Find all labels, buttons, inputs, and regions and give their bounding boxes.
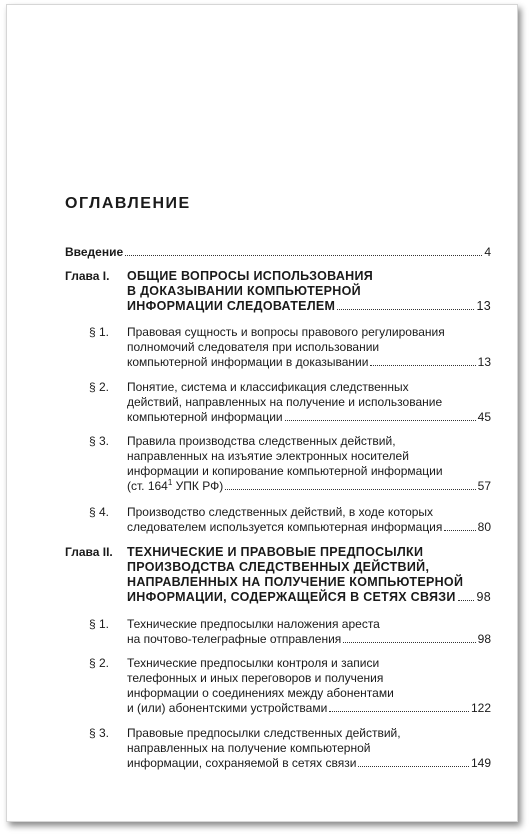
section-title-line: и (или) абонентскими устройствами	[127, 701, 328, 715]
section-title-line: Правовая сущность и вопросы правового регулирования	[127, 325, 445, 339]
toc-chapter-1[interactable]	[65, 269, 491, 314]
section-title-line: информации и копирование компьютерной информации	[127, 464, 443, 478]
toc-entry-intro[interactable]	[65, 245, 491, 260]
page-number: 122	[470, 701, 491, 715]
section-label: § 2.	[89, 656, 110, 670]
leader-dots	[225, 489, 475, 490]
section-title-line: информации, сохраняемой в сетях связи	[127, 756, 357, 770]
leader-dots	[370, 365, 475, 366]
page-number: 13	[477, 355, 491, 369]
page-number: 57	[477, 479, 491, 493]
toc-section-1-2[interactable]	[65, 380, 491, 425]
chapter-title-line: ОБЩИЕ ВОПРОСЫ ИСПОЛЬЗОВАНИЯ	[127, 269, 374, 283]
chapter-title-line: ИНФОРМАЦИИ, СОДЕРЖАЩЕЙСЯ В СЕТЯХ СВЯЗИ	[127, 590, 456, 604]
leader-dots	[343, 642, 475, 643]
page-number: 80	[477, 520, 491, 534]
page-number: 149	[470, 756, 491, 770]
book-page	[6, 4, 518, 822]
section-title-line: направленных на получение компьютерной	[127, 741, 371, 755]
superscript: 1	[167, 478, 173, 487]
section-title-line: Правила производства следственных действий,	[127, 434, 396, 448]
section-title-line: Понятие, система и классификация следственных	[127, 380, 409, 394]
section-title-line: телефонных и иных переговоров и получения	[127, 671, 384, 685]
section-title-line: информации о соединениях между абонентами	[127, 686, 394, 700]
toc-section-2-2[interactable]	[65, 656, 491, 716]
toc-section-1-3[interactable]	[65, 434, 491, 494]
chapter-title-line: ИНФОРМАЦИИ СЛЕДОВАТЕЛЕМ	[127, 299, 336, 313]
toc-section-1-4[interactable]	[65, 505, 491, 535]
section-title-line: компьютерной информации в доказывании	[127, 355, 369, 369]
section-title-line: действий, направленных на получение и использование	[127, 395, 443, 409]
leader-dots	[337, 309, 474, 310]
section-title-line: Технические предпосылки контроля и записи	[127, 656, 380, 670]
section-label: § 1.	[89, 617, 110, 631]
section-label: § 1.	[89, 325, 110, 339]
section-label: § 3.	[89, 434, 110, 448]
toc-title: ОГЛАВЛЕНИЕ	[65, 195, 191, 212]
toc-section-2-1[interactable]	[65, 617, 491, 647]
toc-section-1-1[interactable]	[65, 325, 491, 370]
section-title-line: (ст. $164^1$ УПК РФ)	[127, 478, 224, 493]
chapter-label: Глава II.	[65, 545, 113, 559]
section-title-line: полномочий следователя при использовании	[127, 340, 380, 354]
leader-dots	[125, 255, 482, 256]
section-label: § 3.	[89, 726, 110, 740]
leader-dots	[444, 530, 475, 531]
chapter-title-line: НАПРАВЛЕННЫХ НА ПОЛУЧЕНИЕ КОМПЬЮТЕРНОЙ	[127, 575, 464, 589]
section-label: § 4.	[89, 505, 110, 519]
section-title-line: следователем используется компьютерная информация	[127, 520, 443, 534]
section-title-line: Технические предпосылки наложения ареста	[127, 617, 380, 631]
toc-section-2-3[interactable]	[65, 726, 491, 771]
section-title-line: направленных на изъятие электронных носителей	[127, 449, 409, 463]
page-number: 98	[477, 632, 491, 646]
section-title-line: на почтово-телеграфные отправления	[127, 632, 342, 646]
intro-label: Введение	[65, 245, 124, 259]
page-number: 98	[476, 590, 491, 604]
section-label: § 2.	[89, 380, 110, 394]
chapter-title-line: ТЕХНИЧЕСКИЕ И ПРАВОВЫЕ ПРЕДПОСЫЛКИ	[127, 545, 424, 559]
chapter-title-line: В ДОКАЗЫВАНИИ КОМПЬЮТЕРНОЙ	[127, 284, 361, 298]
toc-chapter-2[interactable]	[65, 545, 491, 605]
chapter-label: Глава I.	[65, 269, 110, 283]
page-number: 45	[477, 410, 491, 424]
leader-dots	[458, 600, 475, 601]
leader-dots	[285, 420, 476, 421]
page-number: 13	[476, 299, 491, 313]
chapter-title-line: ПРОИЗВОДСТВА СЛЕДСТВЕННЫХ ДЕЙСТВИЙ,	[127, 560, 430, 574]
section-title-line: Производство следственных действий, в ходе которых	[127, 505, 434, 519]
section-title-line: компьютерной информации	[127, 410, 283, 424]
leader-dots	[358, 766, 469, 767]
section-title-line: Правовые предпосылки следственных действий,	[127, 726, 401, 740]
page-number: 4	[484, 245, 491, 259]
leader-dots	[329, 711, 469, 712]
